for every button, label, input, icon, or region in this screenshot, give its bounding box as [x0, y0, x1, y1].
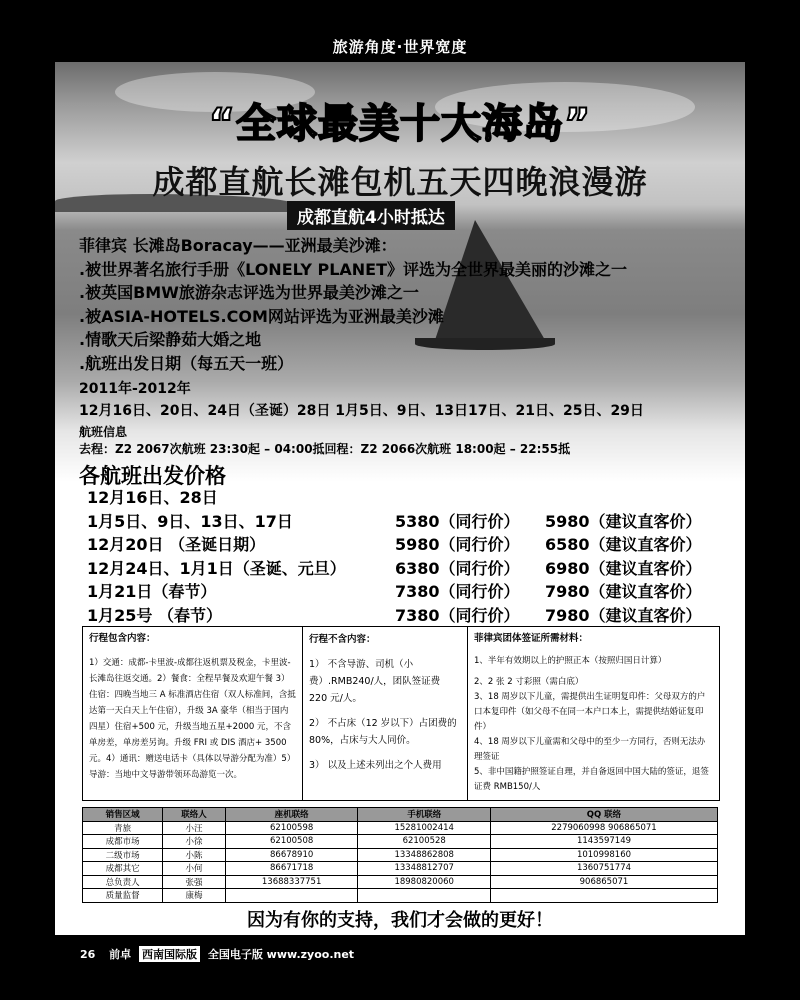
thanks-slogan: 因为有你的支持，我们才会做的更好！ [247, 910, 553, 931]
price-row [87, 557, 727, 581]
peer-price: 7380（同行价） [395, 582, 520, 601]
table-row [83, 889, 718, 903]
cell: 总负责人 [83, 875, 163, 889]
table-row [83, 835, 718, 849]
flight-time-badge: 成都直航4小时抵达 [287, 201, 455, 230]
table-row [83, 821, 718, 835]
col-contact: 联络人 [163, 808, 226, 822]
page-number: 26 [80, 947, 96, 961]
departure-dates [79, 378, 644, 422]
included-box [83, 627, 303, 800]
col-landline: 座机联络 [225, 808, 358, 822]
price-date: 12月16日、28日 [87, 488, 218, 507]
cell: 15281002414 [358, 821, 491, 835]
peer-price: 6380（同行价） [395, 558, 520, 578]
cell: 成都其它 [83, 862, 163, 876]
ad-page [55, 62, 745, 935]
included-title: 行程包含内容： [89, 633, 156, 644]
main-title: “全球最美十大海岛” [208, 101, 592, 147]
peer-price: 5980（同行价） [395, 535, 520, 554]
flight-info [79, 424, 570, 458]
table-row [83, 848, 718, 862]
cell: 小陈 [163, 848, 226, 862]
cell: 86671718 [225, 862, 358, 876]
flight-label: 航班信息 [79, 425, 128, 439]
price-date: 1月5日、9日、13日、17日 [87, 511, 293, 531]
intro-line: .被ASIA-HOTELS.COM网站评选为亚洲最美沙滩 [79, 306, 444, 326]
cell: 小汪 [163, 821, 226, 835]
cell: 62100598 [225, 821, 358, 835]
cell: 小何 [163, 862, 226, 876]
visa-box [468, 627, 719, 800]
footer [80, 946, 354, 964]
retail-price: 6580（建议直客价） [545, 535, 702, 554]
price-row [87, 580, 727, 604]
retail-price: 5980（建议直客价） [545, 511, 702, 531]
intro-line: .被世界著名旅行手册《LONELY PLANET》评选为全世界最美丽的沙滩之一 [79, 259, 628, 279]
brand: 前卓 [109, 948, 132, 961]
price-title: 各航班出发价格 [79, 464, 226, 488]
contact-table [82, 807, 718, 903]
intro-list [79, 234, 627, 375]
info-boxes [82, 626, 720, 801]
excluded-item: 3） 以及上述未列出之个人费用 [309, 760, 442, 771]
cell: 906865071 [490, 875, 717, 889]
sub-title: 成都直航长滩包机五天四晚浪漫游 [152, 163, 648, 201]
price-list [87, 486, 727, 627]
cell: 13348862808 [358, 848, 491, 862]
cell: 小徐 [163, 835, 226, 849]
cell [225, 889, 358, 903]
peer-price: 7380（同行价） [395, 605, 520, 625]
table-row [83, 875, 718, 889]
cell: 青旅 [83, 821, 163, 835]
cell: 康梅 [163, 889, 226, 903]
excluded-box [303, 627, 468, 800]
cell: 86678910 [225, 848, 358, 862]
cell: 张强 [163, 875, 226, 889]
visa-item: 5、非中国籍护照签证自理，并自备返回中国大陆的签证，退签证费 RMB150/人 [474, 767, 709, 792]
visa-item: 1、半年有效期以上的护照正本（按照归国日计算） [474, 656, 667, 666]
price-row [87, 486, 727, 510]
price-date: 12月20日 （圣诞日期） [87, 535, 266, 554]
visa-title: 菲律宾团体签证所需材料： [474, 633, 589, 644]
excluded-item: 1） 不含导游、司机（小费）.RMB240/人，团队签证费 220 元/人。 [309, 659, 441, 704]
price-row [87, 533, 727, 557]
flight-detail: 去程：Z2 2067次航班 23:30起 – 04:00抵回程：Z2 2066次航班 18:00起 – 22:55抵 [79, 442, 571, 456]
price-date: 12月24日、1月1日（圣诞、元旦） [87, 558, 346, 578]
intro-line: .情歌天后梁静茹大婚之地 [79, 330, 262, 349]
intro-line: 菲律宾 长滩岛Boracay——亚洲最美沙滩： [79, 236, 397, 255]
price-row [87, 510, 727, 534]
visa-item: 3、18 周岁以下儿童，需提供出生证明复印件：父母双方的户口本复印件（如父母不在同一本户口本上，需提供结婚证复印件） [474, 692, 706, 732]
price-date: 1月21日（春节） [87, 582, 217, 601]
table-header-row [83, 808, 718, 822]
peer-price: 5380（同行价） [395, 511, 520, 531]
dates-year: 2011年-2012年 [79, 381, 191, 397]
cell: 18980820060 [358, 875, 491, 889]
table-row [83, 862, 718, 876]
cell: 13688337751 [225, 875, 358, 889]
col-mobile: 手机联络 [358, 808, 491, 822]
cell: 62100508 [225, 835, 358, 849]
header [0, 0, 800, 62]
cell [358, 889, 491, 903]
visa-item: 4、18 周岁以下儿童需和父母中的至少一方同行，否则无法办理签证 [474, 737, 706, 762]
cell: 质量监督 [83, 889, 163, 903]
header-tagline: 旅游角度·世界宽度 [332, 38, 468, 56]
cell: 二级市场 [83, 848, 163, 862]
cell: 13348812707 [358, 862, 491, 876]
edition-badge: 西南国际版 [139, 946, 200, 962]
cell: 1360751774 [490, 862, 717, 876]
visa-item: 2、2 张 2 寸彩照（需白底） [474, 677, 584, 687]
website-link[interactable]: 全国电子版 www.zyoo.net [207, 948, 355, 961]
col-qq: QQ 联络 [490, 808, 717, 822]
cell: 1010998160 [490, 848, 717, 862]
cell: 62100528 [358, 835, 491, 849]
cell [490, 889, 717, 903]
retail-price: 7980（建议直客价） [545, 605, 702, 625]
cell: 成都市场 [83, 835, 163, 849]
dates-list: 12月16日、20日、24日（圣诞）28日 1月5日、9日、13日17日、21日、25日、29日 [79, 403, 644, 419]
cell: 1143597149 [490, 835, 717, 849]
price-row [87, 604, 727, 628]
retail-price: 6980（建议直客价） [545, 558, 702, 578]
excluded-title: 行程不含内容： [309, 634, 376, 645]
price-date: 1月25号 （春节） [87, 605, 222, 625]
intro-line: .被英国BMW旅游杂志评选为世界最美沙滩之一 [79, 283, 419, 302]
included-text: 1）交通：成都-卡里波-成都往返机票及税金，卡里波-长滩岛往返交通。2）餐食：全程早餐及欢迎午餐 3）住宿：四晚当地三 A 标准酒店住宿（双人标准间，含抵达第一天白天上午住宿），升级 3A 豪华（相当于国内四星）住宿+500 元，升级当地五星+2000 元，不含单房差，单房差另询。升级 FRI 或 DIS 酒店+ 3500 元。4）通讯：赠送电话卡（具体以导游分配为准）5）导游：当地中文导游带领环岛游览一次。 [89, 658, 296, 780]
retail-price: 7980（建议直客价） [545, 582, 702, 601]
intro-line: .航班出发日期（每五天一班） [79, 353, 294, 373]
cell: 2279060998 906865071 [490, 821, 717, 835]
col-region: 销售区域 [83, 808, 163, 822]
excluded-item: 2） 不占床（12 岁以下）占团费的 80%，占床与大人同价。 [309, 718, 457, 746]
